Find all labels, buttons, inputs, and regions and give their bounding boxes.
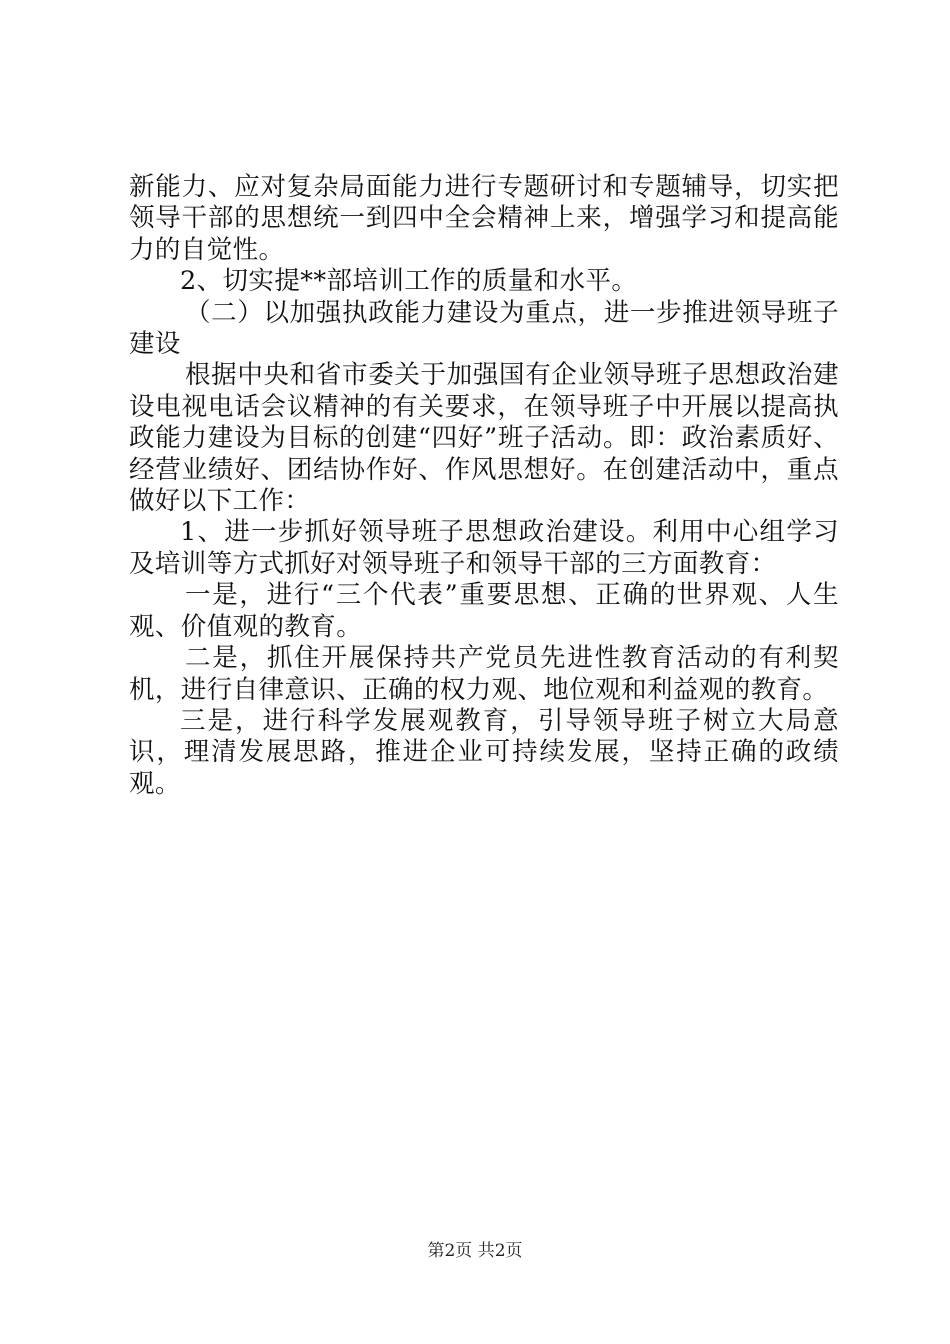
paragraph-continuation: 新能力、应对复杂局面能力进行专题研讨和专题辅导，切实把领导干部的思想统一到四中全会精神上来，增强学习和提高能力的自觉性。 [129, 172, 839, 265]
page-footer: 第2页 共2页 [427, 1241, 523, 1261]
section-heading-2: （二）以加强执政能力建设为重点，进一步推进领导班子建设 [129, 297, 839, 360]
paragraph-intro: 根据中央和省市委关于加强国有企业领导班子思想政治建设电视电话会议精神的有关要求，在领导班子中开展以提高执政能力建设为目标的创建“四好”班子活动。即：政治素质好、经营业绩好、团结协作好、作风思想好。在创建活动中，重点做好以下工作： [129, 360, 839, 517]
paragraph-point-3: 三是，进行科学发展观教育，引导领导班子树立大局意识，理清发展思路，推进企业可持续发展，坚持正确的政绩观。 [129, 705, 839, 799]
paragraph-point-2: 二是，抓住开展保持共产党员先进性教育活动的有利契机，进行自律意识、正确的权力观、地位观和利益观的教育。 [129, 643, 839, 705]
paragraph-item-2: 2、切实提**部培训工作的质量和水平。 [180, 266, 638, 297]
document-body [129, 172, 839, 800]
paragraph-item-1: 1、进一步抓好领导班子思想政治建设。利用中心组学习及培训等方式抓好对领导班子和领导干部的三方面教育： [129, 517, 839, 579]
paragraph-point-1: 一是，进行“三个代表”重要思想、正确的世界观、人生观、价值观的教育。 [129, 580, 839, 642]
